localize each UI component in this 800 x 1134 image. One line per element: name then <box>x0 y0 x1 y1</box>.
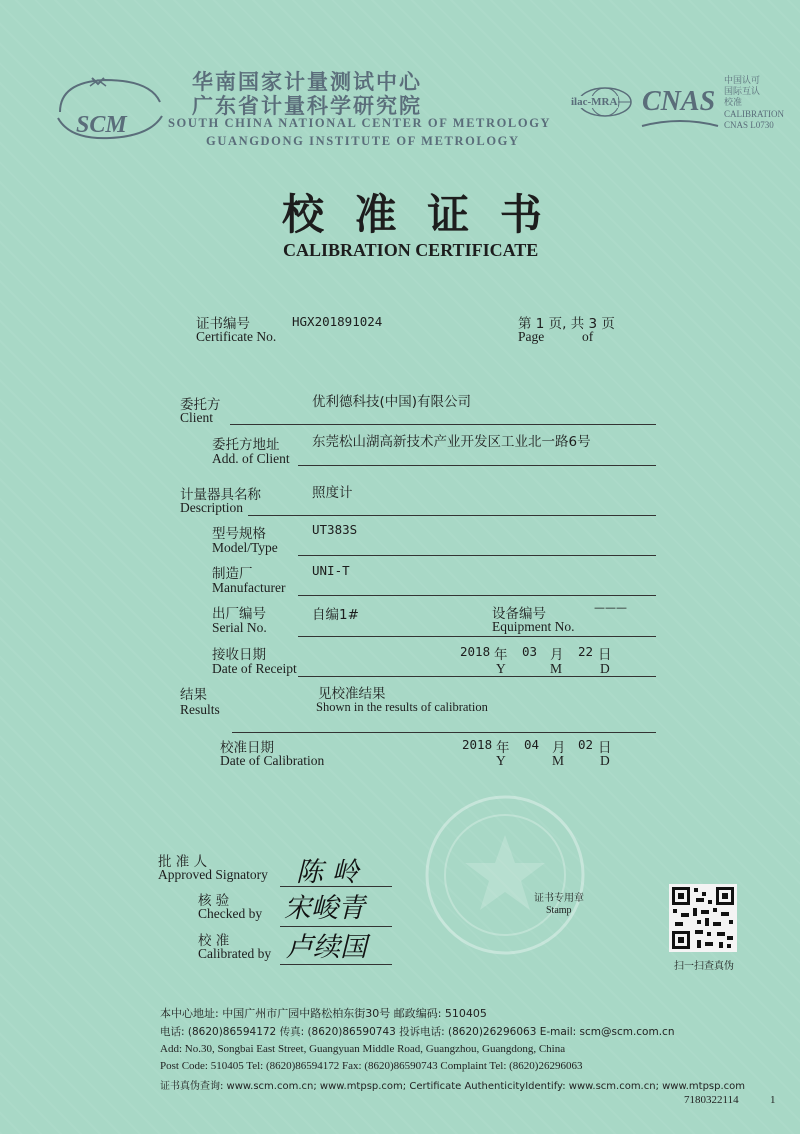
cnas-line-5: CNAS L0730 <box>724 120 774 130</box>
title-cn: 校 准 证 书 <box>282 190 550 239</box>
receipt-underline <box>298 676 656 677</box>
approved-label-en: Approved Signatory <box>158 867 268 882</box>
approved-signature: 陈 岭 <box>296 857 359 888</box>
embossed-seal-icon <box>420 790 590 960</box>
receipt-d-en: D <box>600 661 610 676</box>
footer-authenticity: 证书真伪查询: www.scm.com.cn; www.mtpsp.com; Certificate AuthenticityIdentify: www.scm.com.cn; www.mtpsp.com <box>160 1081 746 1092</box>
ilac-mra-text: ilac-MRA <box>571 96 618 108</box>
model-value: UT383S <box>312 522 358 537</box>
results-label-en: Results <box>180 702 220 717</box>
cnas-caption <box>724 76 784 131</box>
footer-address-en: Add: No.30, Songbai East Street, Guangyuan Middle Road, Guangzhou, Guangdong, China <box>160 1043 566 1055</box>
cert-no-label-en: Certificate No. <box>196 329 277 344</box>
footer-code: 7180322114 <box>684 1094 739 1106</box>
client-label-cn: 委托方 <box>180 397 221 413</box>
address-label-en: Add. of Client <box>212 451 290 466</box>
checked-label-en: Checked by <box>198 906 263 921</box>
cert-no-value: HGX201891024 <box>292 314 383 329</box>
receipt-m-en: M <box>550 661 563 676</box>
calibration-y-en: Y <box>496 753 506 768</box>
calibration-month-unit: 月 <box>552 740 566 756</box>
receipt-year: 2018 <box>460 644 491 659</box>
calibration-month: 04 <box>524 737 540 752</box>
cnas-swoosh-icon <box>640 118 720 132</box>
qr-caption: 扫一扫查真伪 <box>674 961 734 972</box>
page-of-en: of <box>582 329 594 344</box>
cnas-logo-text: CNAS <box>642 86 716 117</box>
page-count-cn: 第 1 页, 共 3 页 <box>518 316 615 332</box>
client-underline <box>230 424 656 425</box>
cnas-line-1: 中国认可 <box>724 76 761 86</box>
manufacturer-label-cn: 制造厂 <box>212 566 253 582</box>
receipt-label-cn: 接收日期 <box>212 647 266 663</box>
footer-address-cn: 本中心地址: 中国广州市广园中路松柏东街30号 邮政编码: 510405 <box>160 1007 487 1020</box>
checked-label-cn: 核 验 <box>198 893 230 909</box>
calibration-day-unit: 日 <box>598 740 612 756</box>
model-underline <box>298 555 656 556</box>
equipment-value: ——— <box>594 601 627 614</box>
manufacturer-label-en: Manufacturer <box>212 580 286 595</box>
serial-underline <box>298 636 656 637</box>
receipt-month-unit: 月 <box>550 647 564 663</box>
footer-code-page: 1 <box>770 1094 776 1106</box>
description-label-en: Description <box>180 500 243 515</box>
address-value: 东莞松山湖高新技术产业开发区工业北一路6号 <box>312 434 591 450</box>
address-label-cn: 委托方地址 <box>212 437 280 453</box>
org-name-en-1: SOUTH CHINA NATIONAL CENTER OF METROLOGY <box>168 116 552 130</box>
ilac-mra-icon <box>570 80 640 140</box>
model-label-cn: 型号规格 <box>212 526 266 542</box>
model-label-en: Model/Type <box>212 540 278 555</box>
cnas-line-4: CALIBRATION <box>724 109 784 119</box>
title-en: CALIBRATION CERTIFICATE <box>283 240 539 260</box>
calibration-date-label-cn: 校准日期 <box>220 740 274 756</box>
org-name-cn-1: 华南国家计量测试中心 <box>192 70 422 94</box>
calibration-m-en: M <box>552 753 565 768</box>
client-value: 优利德科技(中国)有限公司 <box>312 394 472 410</box>
qr-code-icon[interactable] <box>669 884 737 952</box>
cert-no-label-cn: 证书编号 <box>196 316 250 332</box>
results-value-cn: 见校准结果 <box>318 686 386 702</box>
calibration-date-label-en: Date of Calibration <box>220 753 325 768</box>
calibration-day: 02 <box>578 737 594 752</box>
results-underline <box>232 732 656 733</box>
calibration-year: 2018 <box>462 737 493 752</box>
equipment-label-en: Equipment No. <box>492 619 575 634</box>
manufacturer-underline <box>298 595 656 596</box>
serial-label-en: Serial No. <box>212 620 267 635</box>
receipt-label-en: Date of Receipt <box>212 661 297 676</box>
scm-logo-text: SCM <box>76 112 127 138</box>
calibrated-label-cn: 校 准 <box>198 933 230 949</box>
footer-contact-cn: 电话: (8620)86594172 传真: (8620)86590743 投诉电话: (8620)26296063 E-mail: scm@scm.com.cn <box>160 1026 675 1038</box>
description-label-cn: 计量器具名称 <box>180 487 261 503</box>
checked-signature: 宋峻青 <box>284 893 365 924</box>
results-value-en: Shown in the results of calibration <box>316 700 488 714</box>
serial-label-cn: 出厂编号 <box>212 606 266 622</box>
receipt-year-unit: 年 <box>494 647 508 663</box>
receipt-day-unit: 日 <box>598 647 612 663</box>
org-name-en-2: GUANGDONG INSTITUTE OF METROLOGY <box>206 134 520 148</box>
calibrated-signature: 卢续国 <box>286 932 367 963</box>
serial-value: 自编1# <box>312 607 359 623</box>
client-label-en: Client <box>180 410 213 425</box>
description-value: 照度计 <box>312 485 353 501</box>
receipt-month: 03 <box>522 644 538 659</box>
footer-contact-en: Post Code: 510405 Tel: (8620)86594172 Fax: (8620)86590743 Complaint Tel: (8620)26296063 <box>160 1060 583 1072</box>
results-label-cn: 结果 <box>180 687 207 703</box>
cnas-line-2: 国际互认 <box>724 87 761 97</box>
calibration-year-unit: 年 <box>496 740 510 756</box>
page-label-en: Page <box>518 329 545 344</box>
stamp-label-en: Stamp <box>546 905 572 916</box>
calibrated-underline <box>280 964 392 965</box>
stamp-label-cn: 证书专用章 <box>534 893 584 904</box>
manufacturer-value: UNI-T <box>312 563 350 578</box>
calibration-d-en: D <box>600 753 610 768</box>
address-underline <box>298 465 656 466</box>
org-name-cn-2: 广东省计量科学研究院 <box>192 94 422 118</box>
cnas-line-3: 校准 <box>724 98 743 108</box>
description-underline <box>248 515 656 516</box>
approved-label-cn: 批 准 人 <box>158 854 208 870</box>
receipt-y-en: Y <box>496 661 506 676</box>
receipt-day: 22 <box>578 644 594 659</box>
equipment-label-cn: 设备编号 <box>492 606 546 622</box>
calibrated-label-en: Calibrated by <box>198 946 272 961</box>
